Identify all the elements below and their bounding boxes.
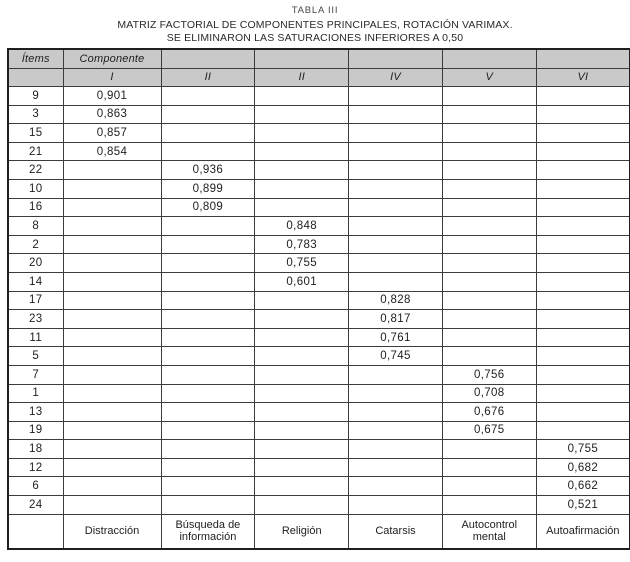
loading-value-cell [442,179,536,198]
loading-value-cell [161,254,255,273]
item-number-cell: 16 [8,198,63,217]
loading-value-cell [349,477,443,496]
table-header-row-2 [8,68,630,87]
loading-value-cell [349,198,443,217]
loading-value-cell [255,198,349,217]
loading-value-cell [63,161,161,180]
loading-value-cell [255,328,349,347]
loading-value-cell [349,254,443,273]
loading-value-cell [349,179,443,198]
loading-value-cell [63,291,161,310]
loading-value-cell [63,403,161,422]
loading-value-cell: 0,848 [255,217,349,236]
loading-value-cell [349,496,443,515]
item-number-cell: 23 [8,310,63,329]
item-number-cell: 21 [8,142,63,161]
item-number-cell: 6 [8,477,63,496]
loading-value-cell [161,403,255,422]
loading-value-cell [161,328,255,347]
loading-value-cell [349,87,443,106]
loading-value-cell: 0,755 [255,254,349,273]
loading-value-cell [255,87,349,106]
item-number-cell: 20 [8,254,63,273]
loading-value-cell: 0,675 [442,421,536,440]
loading-value-cell [161,142,255,161]
loading-value-cell [442,458,536,477]
loading-value-cell [255,347,349,366]
loading-value-cell [442,440,536,459]
loading-value-cell [255,440,349,459]
factor-name-catarsis: Catarsis [349,514,443,549]
item-number-cell: 5 [8,347,63,366]
column-header-empty [255,49,349,68]
table-number-title: TABLA III [291,5,339,16]
factor-name-autoafirmacion: Autoafirmación [536,514,630,549]
loading-value-cell [161,496,255,515]
item-number-cell: 3 [8,105,63,124]
column-header-empty [442,49,536,68]
column-header-empty [349,49,443,68]
item-number-cell: 2 [8,235,63,254]
loading-value-cell [536,198,630,217]
factor-name-empty [8,514,63,549]
loading-value-cell [63,496,161,515]
loading-value-cell [536,272,630,291]
loading-value-cell [161,365,255,384]
loading-value-cell [63,365,161,384]
loading-value-cell [349,384,443,403]
loading-value-cell [63,179,161,198]
factor-name-religion: Religión [255,514,349,549]
loading-value-cell [161,384,255,403]
component-header-empty [8,68,63,87]
loading-value-cell [536,142,630,161]
item-number-cell: 15 [8,124,63,143]
loading-value-cell [349,105,443,124]
loading-value-cell: 0,817 [349,310,443,329]
loading-value-cell [63,217,161,236]
table-row [8,105,630,124]
table-row [8,272,630,291]
table-row [8,235,630,254]
table-row [8,179,630,198]
loading-value-cell: 0,662 [536,477,630,496]
loading-value-cell: 0,601 [255,272,349,291]
table-main-title: MATRIZ FACTORIAL DE COMPONENTES PRINCIPALES, ROTACIÓN VARIMAX. [117,19,513,31]
loading-value-cell [255,310,349,329]
loading-value-cell: 0,863 [63,105,161,124]
table-row [8,477,630,496]
loading-value-cell [536,365,630,384]
item-number-cell: 8 [8,217,63,236]
loading-value-cell [349,365,443,384]
loading-value-cell [161,272,255,291]
loading-value-cell [536,217,630,236]
table-header [8,49,630,87]
loading-value-cell [442,87,536,106]
component-header-2: II [161,68,255,87]
table-row [8,217,630,236]
component-header-1: I [63,68,161,87]
loading-value-cell [255,477,349,496]
table-subtitle: SE ELIMINARON LAS SATURACIONES INFERIORES A 0,50 [166,31,464,44]
table-row [8,403,630,422]
loading-value-cell [63,235,161,254]
item-number-cell: 11 [8,328,63,347]
loading-value-cell [442,105,536,124]
loading-value-cell [161,291,255,310]
loading-value-cell [442,310,536,329]
loading-value-cell [442,272,536,291]
loading-value-cell [63,272,161,291]
loading-value-cell [442,217,536,236]
table-title-block [0,0,630,44]
loading-value-cell [255,403,349,422]
loading-value-cell [442,124,536,143]
factor-name-autocontrol: Autocontrol mental [442,514,536,549]
table-row [8,384,630,403]
item-number-cell: 10 [8,179,63,198]
loading-value-cell [255,384,349,403]
loading-value-cell [442,198,536,217]
loading-value-cell [536,87,630,106]
loading-value-cell [63,421,161,440]
table-row [8,291,630,310]
loading-value-cell [255,105,349,124]
loading-value-cell: 0,783 [255,235,349,254]
loading-value-cell [536,384,630,403]
loading-value-cell [536,161,630,180]
item-number-cell: 22 [8,161,63,180]
loading-value-cell [536,179,630,198]
loading-value-cell [349,272,443,291]
loading-value-cell [255,142,349,161]
loading-value-cell: 0,708 [442,384,536,403]
loading-value-cell: 0,857 [63,124,161,143]
component-header-6: VI [536,68,630,87]
loading-value-cell [536,254,630,273]
component-header-5: V [442,68,536,87]
column-header-componente: Componente [63,49,161,68]
loading-value-cell [536,328,630,347]
loading-value-cell [536,105,630,124]
loading-value-cell: 0,745 [349,347,443,366]
loading-value-cell [349,124,443,143]
loading-value-cell [255,421,349,440]
loading-value-cell: 0,901 [63,87,161,106]
item-number-cell: 1 [8,384,63,403]
loading-value-cell [161,477,255,496]
table-row [8,198,630,217]
loading-value-cell [63,328,161,347]
loading-value-cell: 0,682 [536,458,630,477]
table-footer [8,514,630,549]
loading-value-cell [349,458,443,477]
column-header-items: Ítems [8,49,63,68]
item-number-cell: 14 [8,272,63,291]
component-header-4: IV [349,68,443,87]
loading-value-cell [442,347,536,366]
loading-value-cell [63,477,161,496]
loading-value-cell [63,440,161,459]
loading-value-cell [161,440,255,459]
loading-value-cell [255,291,349,310]
loading-value-cell: 0,936 [161,161,255,180]
loading-value-cell [63,347,161,366]
loading-value-cell: 0,854 [63,142,161,161]
loading-value-cell: 0,755 [536,440,630,459]
loading-value-cell [536,235,630,254]
factor-loadings-table [7,48,630,550]
table-header-row-1 [8,49,630,68]
item-number-cell: 7 [8,365,63,384]
table-row [8,254,630,273]
loading-value-cell [63,458,161,477]
loading-value-cell [349,421,443,440]
table-row [8,458,630,477]
loading-value-cell [536,403,630,422]
loading-value-cell: 0,676 [442,403,536,422]
loading-value-cell [255,458,349,477]
table-row [8,347,630,366]
loading-value-cell [349,217,443,236]
table-row [8,328,630,347]
loading-value-cell [349,235,443,254]
table-row [8,87,630,106]
loading-value-cell [161,347,255,366]
loading-value-cell [161,105,255,124]
loading-value-cell [349,440,443,459]
item-number-cell: 13 [8,403,63,422]
loading-value-cell [536,124,630,143]
loading-value-cell [161,421,255,440]
loading-value-cell [255,496,349,515]
column-header-empty [536,49,630,68]
loading-value-cell [442,496,536,515]
item-number-cell: 18 [8,440,63,459]
table-body [8,87,630,515]
loading-value-cell [161,87,255,106]
loading-value-cell [63,254,161,273]
loading-value-cell: 0,521 [536,496,630,515]
loading-value-cell: 0,756 [442,365,536,384]
loading-value-cell [63,310,161,329]
loading-value-cell: 0,899 [161,179,255,198]
loading-value-cell [442,254,536,273]
loading-value-cell: 0,761 [349,328,443,347]
table-row [8,161,630,180]
loading-value-cell [161,458,255,477]
column-header-empty [161,49,255,68]
loading-value-cell [349,403,443,422]
factor-name-distraccion: Distracción [63,514,161,549]
loading-value-cell [442,328,536,347]
table-row [8,310,630,329]
loading-value-cell [442,477,536,496]
table-row [8,421,630,440]
loading-value-cell [536,421,630,440]
loading-value-cell [63,384,161,403]
item-number-cell: 24 [8,496,63,515]
loading-value-cell: 0,828 [349,291,443,310]
loading-value-cell [536,291,630,310]
loading-value-cell [536,347,630,366]
loading-value-cell [63,198,161,217]
loading-value-cell [442,235,536,254]
item-number-cell: 12 [8,458,63,477]
loading-value-cell [255,179,349,198]
loading-value-cell [255,365,349,384]
loading-value-cell [349,161,443,180]
item-number-cell: 9 [8,87,63,106]
loading-value-cell [442,161,536,180]
table-row [8,440,630,459]
loading-value-cell [255,161,349,180]
item-number-cell: 19 [8,421,63,440]
table-row [8,496,630,515]
table-row [8,142,630,161]
loading-value-cell [349,142,443,161]
item-number-cell: 17 [8,291,63,310]
factor-name-busqueda: Búsqueda de información [161,514,255,549]
loading-value-cell [442,142,536,161]
table-row [8,124,630,143]
loading-value-cell [255,124,349,143]
factor-names-row [8,514,630,549]
loading-value-cell [442,291,536,310]
loading-value-cell [161,310,255,329]
table-row [8,365,630,384]
loading-value-cell [536,310,630,329]
component-header-3: II [255,68,349,87]
loading-value-cell: 0,809 [161,198,255,217]
loading-value-cell [161,217,255,236]
loading-value-cell [161,124,255,143]
loading-value-cell [161,235,255,254]
